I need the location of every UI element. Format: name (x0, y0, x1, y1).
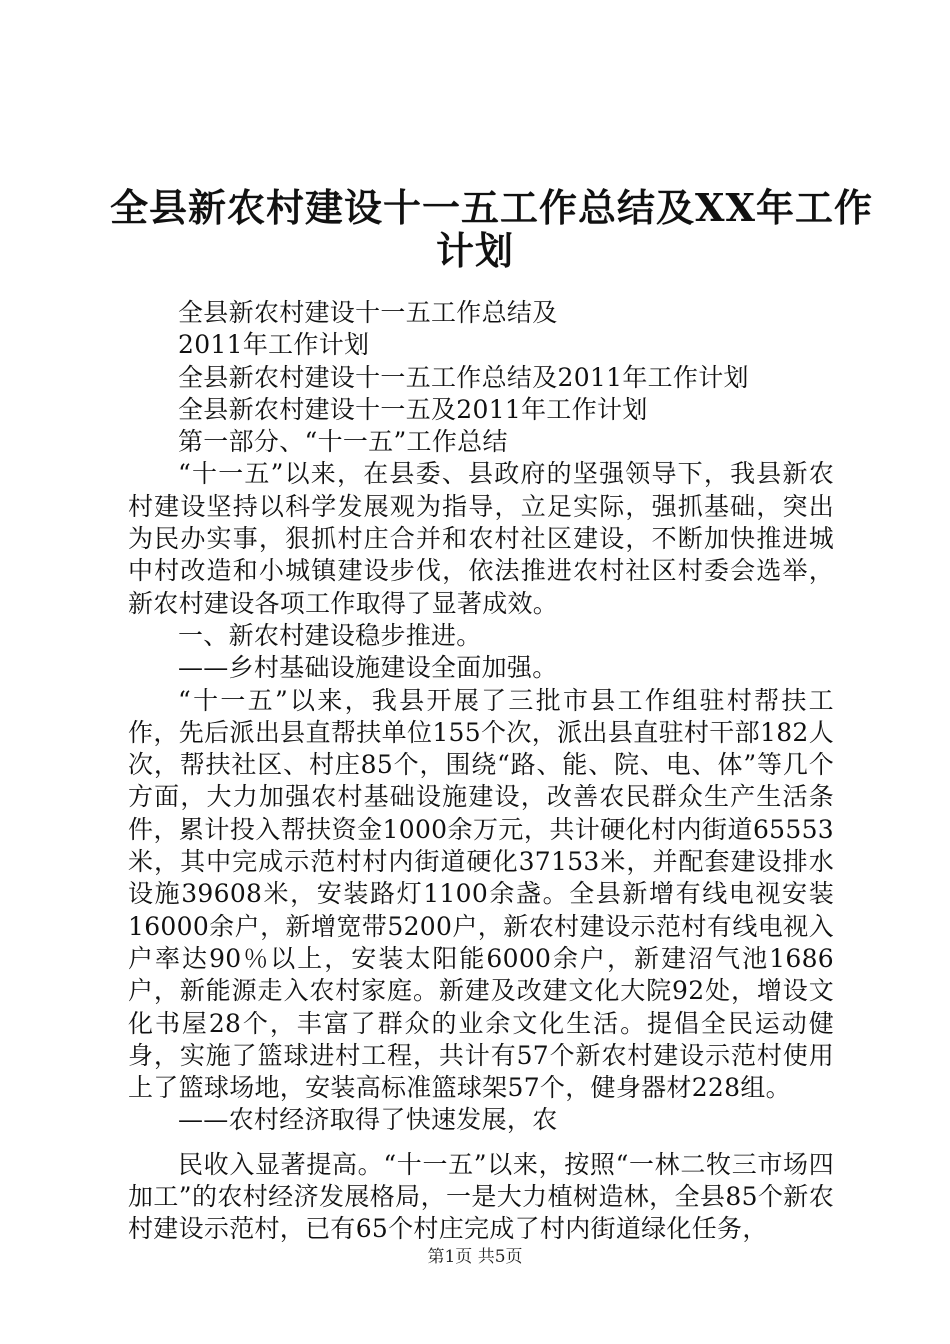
page-footer: 第1页 共5页 (427, 1247, 523, 1267)
section-heading-one: 一、新农村建设稳步推进。 (178, 620, 482, 650)
document-title-line-1: 全县新农村建设十一五工作总结及XX年工作 (110, 185, 873, 230)
document-body (128, 297, 834, 1246)
paragraph-intro: “十一五”以来，在县委、县政府的坚强领导下，我县新农村建设坚持以科学发展观为指导，立足实际，强抓基础，突出为民办实事，狠抓村庄合并和农村社区建设，不断加快推进城中村改造和小城镇建设步伐，依法推进农村社区村委会选举，新农村建设各项工作取得了显著成效。 (128, 459, 834, 618)
paragraph-infrastructure: “十一五”以来，我县开展了三批市县工作组驻村帮扶工作，先后派出县直帮扶单位155个次，派出县直驻村干部182人次，帮扶社区、村庄85个，围绕“路、能、院、电、体”等几个方面，大力加强农村基础设施建设，改善农民群众生产生活条件，累计投入帮扶资金1000余万元，共计硬化村内街道65553米，其中完成示范村村内街道硬化37153米，并配套建设排水设施39608米，安装路灯1100余盏。全县新增有线电视安装16000余户，新增宽带5200户，新农村建设示范村有线电视入户率达90％以上，安装太阳能6000余户，新建沼气池1686户，新能源走入农村家庭。新建及改建文化大院92处，增设文化书屋28个，丰富了群众的业余文化生活。提倡全民运动健身，实施了篮球进村工程，共计有57个新农村建设示范村使用上了篮球场地，安装高标准篮球架57个，健身器材228组。 (128, 685, 834, 1103)
paragraph-subtitle-4: 全县新农村建设十一五及2011年工作计划 (178, 394, 648, 424)
paragraph-economy: 民收入显著提高。“十一五”以来，按照“一林二牧三市场四加工”的农村经济发展格局，一是大力植树造林，全县85个新农村建设示范村，已有65个村庄完成了村内街道绿化任务， (128, 1149, 834, 1244)
paragraph-subtitle-3: 全县新农村建设十一五工作总结及2011年工作计划 (178, 362, 749, 392)
subsection-heading-economy: ——农村经济取得了快速发展，农 (178, 1105, 558, 1135)
section-heading-part-one: 第一部分、“十一五”工作总结 (178, 427, 508, 457)
paragraph-subtitle-2: 2011年工作计划 (178, 330, 370, 360)
document-title-line-2: 计划 (435, 228, 514, 273)
paragraph-subtitle-1: 全县新农村建设十一五工作总结及 (178, 298, 558, 327)
subsection-heading-infrastructure: ——乡村基础设施建设全面加强。 (178, 653, 558, 683)
